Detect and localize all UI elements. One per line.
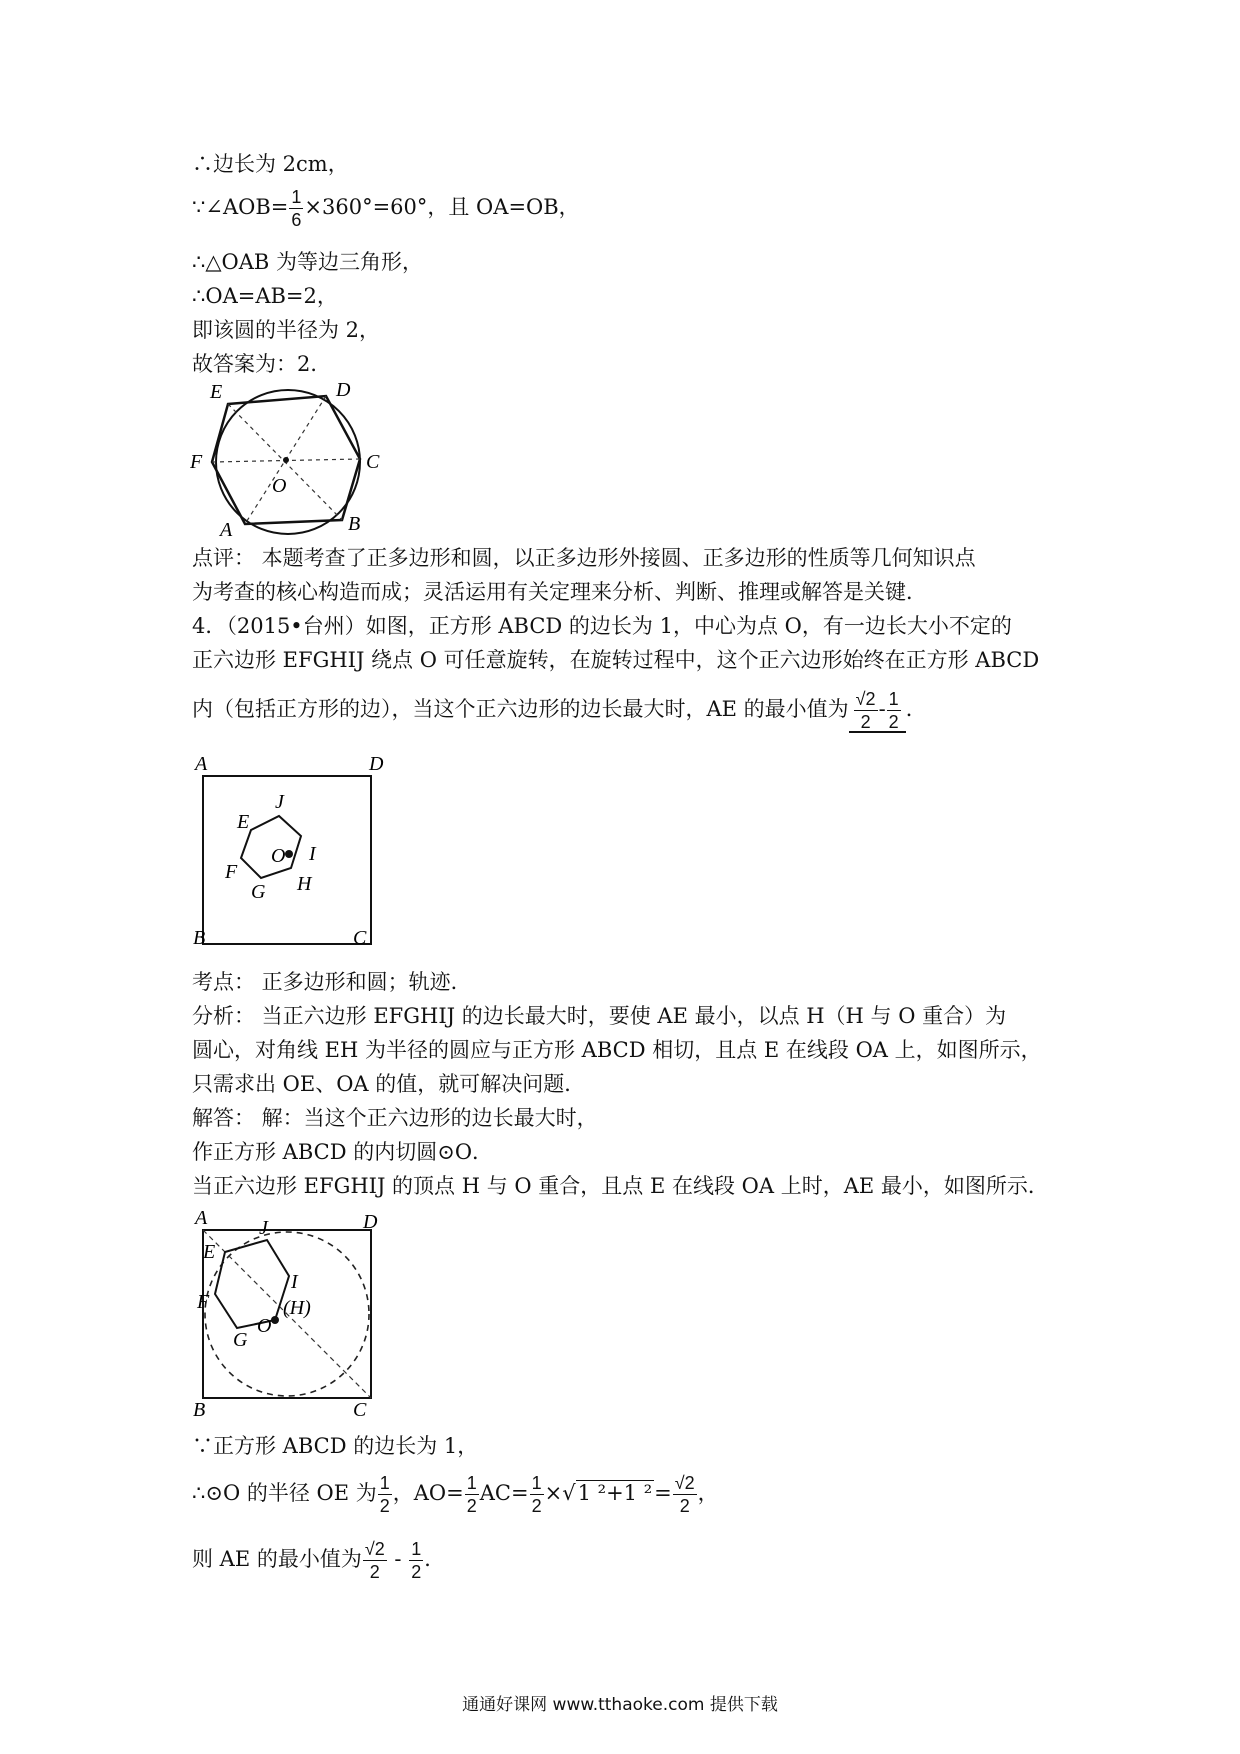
- hexagon-efghij: [215, 1240, 289, 1328]
- text-segment: ×: [544, 1481, 563, 1505]
- label-o: O: [272, 475, 287, 497]
- fraction: [530, 1474, 544, 1515]
- text-segment: ．: [424, 1547, 446, 1571]
- fraction-numerator: 1: [379, 1473, 390, 1493]
- text-line: 点评： 本题考查了正多边形和圆，以正多边形外接圆、正多边形的性质等几何知识点: [192, 546, 976, 570]
- label-d: D: [363, 1211, 378, 1233]
- text-line: [192, 690, 927, 733]
- fraction: [363, 1540, 387, 1581]
- text-segment: -: [387, 1547, 409, 1571]
- fraction-denominator: 2: [379, 1496, 390, 1516]
- text-segment: ，: [697, 1481, 719, 1505]
- label-a: A: [195, 1207, 208, 1229]
- square-abcd: [203, 776, 371, 944]
- text-line: 故答案为：2．: [192, 352, 332, 376]
- text-line: 为考查的核心构造而成；灵活运用有关定理来分析、判断、推理或解答是关键．: [192, 580, 927, 604]
- fraction: [465, 1474, 479, 1515]
- figure-square-incircle: [185, 1206, 395, 1416]
- fraction-denominator: 2: [466, 1496, 477, 1516]
- text-line: ∴边长为 2cm，: [192, 152, 349, 176]
- label-e: E: [203, 1241, 216, 1263]
- fraction-numerator: √2: [364, 1539, 385, 1559]
- label-h: H: [297, 873, 312, 895]
- text-segment: ∴⊙O 的半径 OE 为: [192, 1481, 377, 1505]
- fraction-denominator: 2: [369, 1562, 380, 1582]
- text-line: 即该圆的半径为 2，: [192, 318, 381, 342]
- fraction: [409, 1540, 423, 1581]
- figure-hexagon-circle: [190, 380, 390, 540]
- text-line: [192, 188, 580, 229]
- text-line: [192, 1540, 445, 1581]
- label-j: J: [275, 791, 284, 813]
- fraction-denominator: 2: [679, 1496, 690, 1516]
- text-segment: ×360°=60°，且 OA=OB，: [304, 195, 580, 219]
- text-segment: ∵∠AOB=: [192, 195, 289, 219]
- label-e: E: [210, 381, 223, 403]
- fraction-numerator: 1: [888, 689, 899, 709]
- text-line: 4．（2015•台州）如图，正方形 ABCD 的边长为 1，中心为点 O，有一边长大小不定的: [192, 614, 1012, 638]
- label-o: O: [257, 1315, 272, 1337]
- fraction-denominator: 2: [531, 1496, 542, 1516]
- label-g: G: [251, 881, 266, 903]
- text-segment: 内（包括正方形的边），当这个正六边形的边长最大时，AE 的最小值为: [192, 697, 849, 721]
- label-j: J: [259, 1217, 268, 1239]
- text-line: [192, 1474, 719, 1515]
- label-a: A: [220, 519, 233, 540]
- fraction-numerator: √2: [674, 1473, 695, 1493]
- text-segment: 则 AE 的最小值为: [192, 1547, 362, 1571]
- text-segment: ．: [905, 697, 927, 721]
- label-g: G: [233, 1329, 248, 1351]
- label-e: E: [237, 811, 250, 833]
- label-f: F: [190, 451, 203, 473]
- label-b: B: [193, 1399, 206, 1416]
- text-line: 解答： 解：当这个正六边形的边长最大时，: [192, 1106, 598, 1130]
- text-line: 只需求出 OE、OA 的值，就可解决问题．: [192, 1072, 586, 1096]
- label-h-paren: (H): [283, 1297, 311, 1319]
- text-line: ∵正方形 ABCD 的边长为 1，: [192, 1434, 479, 1458]
- fraction-denominator: 2: [411, 1562, 422, 1582]
- fraction-denominator: 2: [888, 712, 899, 732]
- sqrt-sign: √: [562, 1481, 576, 1505]
- page-footer: 通通好课网 www.tthaoke.com 提供下载: [462, 1695, 778, 1715]
- label-f: F: [225, 861, 238, 883]
- label-c: C: [366, 451, 380, 473]
- fraction: [289, 188, 303, 229]
- label-c: C: [353, 1399, 367, 1416]
- fraction-numerator: 1: [531, 1473, 542, 1493]
- text-line: 圆心，对角线 EH 为半径的圆应与正方形 ABCD 相切，且点 E 在线段 OA 上，如图所示，: [192, 1038, 1042, 1062]
- label-i: I: [309, 843, 316, 865]
- label-d: D: [369, 753, 384, 775]
- text-line: ∴OA=AB=2，: [192, 284, 338, 308]
- text-line: 考点： 正多边形和圆；轨迹．: [192, 970, 472, 994]
- label-b: B: [193, 927, 206, 949]
- text-segment: ，AO=: [392, 1481, 464, 1505]
- center-point: [283, 457, 289, 463]
- fraction-numerator: 1: [466, 1473, 477, 1493]
- label-d: D: [336, 380, 351, 401]
- figure-square-hexagon: [185, 748, 395, 958]
- text-segment: AC=: [479, 1481, 529, 1505]
- center-point: [285, 850, 293, 858]
- fraction-denominator: 6: [291, 210, 302, 230]
- text-segment: =: [654, 1481, 672, 1505]
- sqrt-radicand: 1 ²+1 ²: [577, 1481, 653, 1505]
- center-point: [271, 1316, 279, 1324]
- text-line: 作正方形 ABCD 的内切圆⊙O．: [192, 1140, 494, 1164]
- fraction-denominator: 2: [860, 712, 871, 732]
- label-f: F: [197, 1291, 210, 1313]
- label-a: A: [195, 753, 208, 775]
- text-line: 正六边形 EFGHIJ 绕点 O 可任意旋转，在旋转过程中，这个正六边形始终在正方形 ABCD: [192, 648, 1040, 672]
- label-b: B: [348, 513, 361, 535]
- minus-sign: -: [878, 697, 886, 721]
- answer-blank: [849, 690, 906, 733]
- fraction: [673, 1474, 697, 1515]
- text-line: 分析： 当正六边形 EFGHIJ 的边长最大时，要使 AE 最小，以点 H（H 与 O 重合）为: [192, 1004, 1007, 1028]
- label-c: C: [353, 927, 367, 949]
- label-i: I: [291, 1271, 298, 1293]
- fraction-numerator: √2: [855, 689, 876, 709]
- fraction: [887, 690, 901, 731]
- fraction-numerator: 1: [291, 187, 302, 207]
- fraction-numerator: 1: [411, 1539, 422, 1559]
- text-line: ∴△OAB 为等边三角形，: [192, 250, 423, 274]
- fraction: [854, 690, 878, 731]
- fraction: [378, 1474, 392, 1515]
- text-line: 当正六边形 EFGHIJ 的顶点 H 与 O 重合，且点 E 在线段 OA 上时，AE 最小，如图所示．: [192, 1174, 1049, 1198]
- label-o: O: [271, 845, 286, 867]
